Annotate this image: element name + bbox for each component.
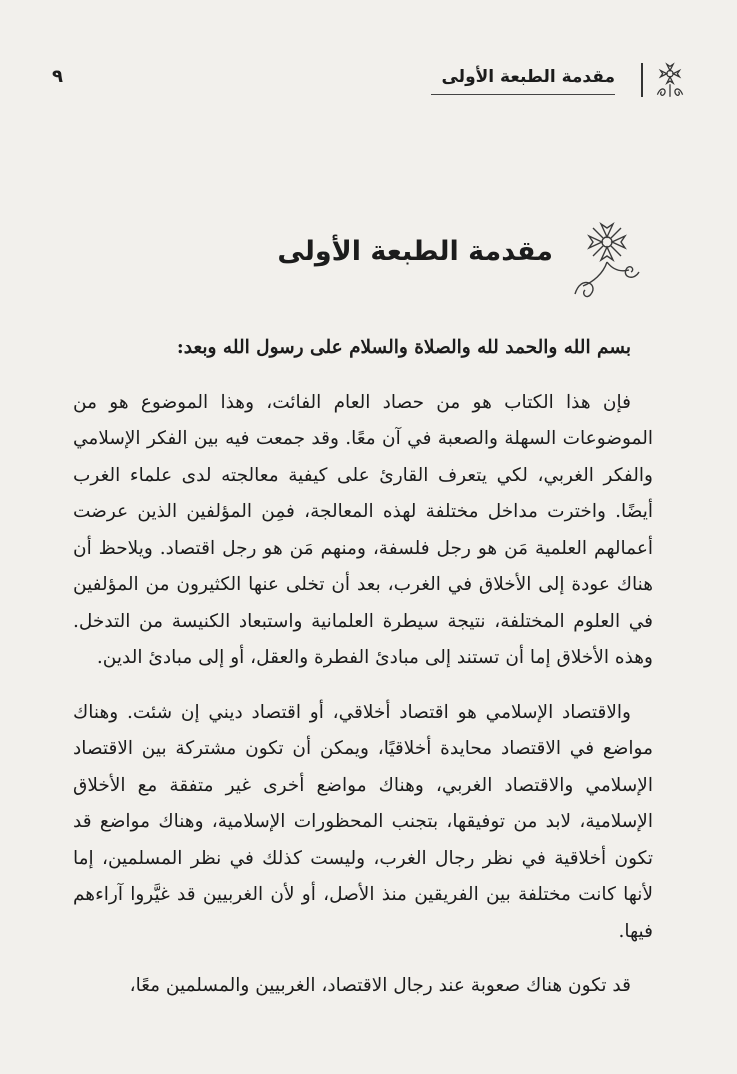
opening-invocation: بسم الله والحمد لله والصلاة والسلام على رسول الله وبعد: xyxy=(176,337,631,358)
paragraph: فإن هذا الكتاب هو من حصاد العام الفائت، وهذا الموضوع هو من الموضوعات السهلة والصعبة في آن معًا. وقد جمعت فيه بين الفكر الإسلامي والفكر الغربي، لكي يتعرف القارئ على كيفية معالجته لدى علماء الغرب أيضًا. واخترت مداخل مختلفة لهذه المعالجة، فمِن المؤلفين الذين عرضت أعمالهم العلمية مَن هو رجل فلسفة، ومنهم مَن هو رجل اقتصاد. ويلاحظ أن هناك عودة إلى الأخلاق في الغرب، بعد أن تخلى عنها الكثيرون من المؤلفين في العلوم المختلفة، نتيجة سيطرة العلمانية واستبعاد الكنيسة من التدخل. وهذه الأخلاق إما أن تستند إلى مبادئ الفطرة والعقل، أو إلى مبادئ الدين. xyxy=(73,391,653,668)
paragraph: قد تكون هناك صعوبة عند رجال الاقتصاد، الغربيين والمسلمين معًا، xyxy=(129,975,631,996)
floral-ornament-icon xyxy=(563,212,653,302)
running-header-title: مقدمة الطبعة الأولى xyxy=(441,67,615,93)
floral-ornament-icon xyxy=(649,59,691,101)
chapter-heading xyxy=(173,212,653,302)
chapter-title: مقدمة الطبعة الأولى xyxy=(277,236,553,267)
running-header xyxy=(52,58,697,102)
header-divider xyxy=(641,63,643,97)
body-text xyxy=(73,330,653,1023)
page-number: ٩ xyxy=(52,66,63,87)
paragraph: والاقتصاد الإسلامي هو اقتصاد أخلاقي، أو اقتصاد ديني إن شئت. وهناك مواضع في الاقتصاد محايدة أخلاقيًا، ويمكن أن تكون مشتركة بين الاقتصاد الإسلامي والاقتصاد الغربي، وهناك مواضع أخرى غير متفقة مع الأخلاق الإسلامية، لابد من توفيقها، بتجنب المحظورات الإسلامية، وهناك مواضع قد تكون أخلاقية في نظر رجال الغرب، وليست كذلك في نظر المسلمين، إما لأنها كانت مختلفة بين الفريقين منذ الأصل، أو لأن الغربيين قد غيَّروا آراءهم فيها. xyxy=(73,701,653,942)
